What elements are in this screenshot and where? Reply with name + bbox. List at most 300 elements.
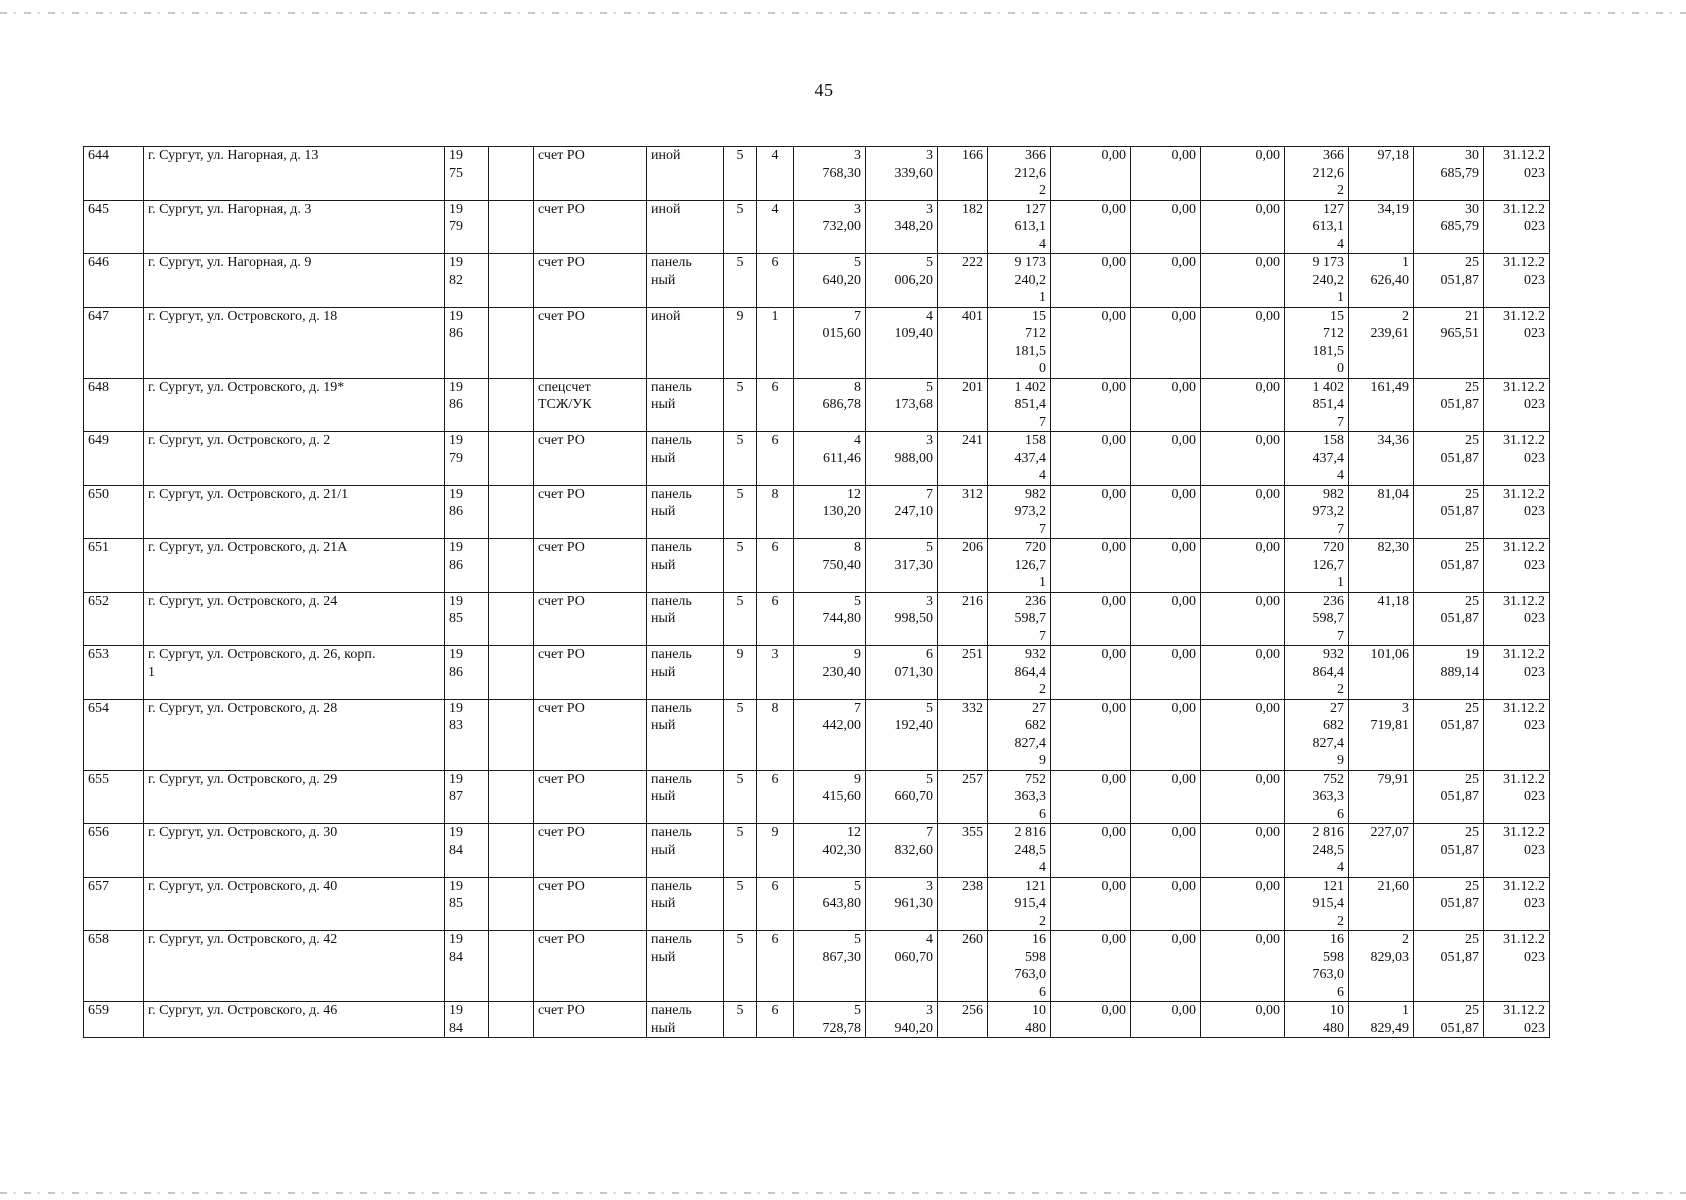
fund-source-1-cell [1051,432,1131,486]
account-type-text: счет РО [538,540,585,555]
row-number: 645 [88,201,109,217]
entrances-cell [757,307,794,378]
address-cell [144,378,445,432]
residents-text: 332 [962,700,983,716]
fund-source-2-text: 0,00 [1171,433,1196,448]
fund-source-3-cell [1201,877,1285,931]
total-cost-text: 236 598,7 7 [1014,593,1046,644]
address-text: г. Сургут, ул. Островского, д. 29 [148,771,338,787]
entrances-cell [757,539,794,593]
address-text: г. Сургут, ул. Островского, д. 2 [148,433,331,448]
deadline-cell [1484,432,1550,486]
total-cost-text: 932 864,4 2 [1014,647,1046,697]
cost-per-m2-cell [1349,254,1414,308]
owner-funds-text: 15 712 181,5 0 [1312,308,1344,376]
row-number: 651 [88,540,109,555]
year-text: 19 86 [449,308,463,341]
deadline-cell [1484,485,1550,539]
entrances-cell [757,147,794,201]
total-cost-text: 127 613,1 4 [1014,201,1046,252]
residential-area-text: 6 071,30 [894,647,933,680]
entrances-text: 6 [771,878,779,894]
blank-cell [489,931,534,1002]
residents-text: 256 [962,1003,983,1018]
table-row [84,539,1550,593]
cost-limit-cell [1414,646,1484,700]
floors-cell [724,432,757,486]
wall-material-text: панель ный [651,647,692,680]
residents-cell [938,699,988,770]
wall-material-text: панель ный [651,1003,692,1036]
cost-per-m2-cell [1349,592,1414,646]
cost-limit-cell [1414,378,1484,432]
deadline-text: 31.12.2 023 [1503,771,1545,804]
wall-material-cell [647,877,724,931]
blank-cell [489,254,534,308]
total-area-cell [794,200,866,254]
table-row [84,1002,1550,1038]
fund-source-3-text: 0,00 [1255,308,1280,324]
fund-source-1-text: 0,00 [1101,486,1126,502]
deadline-text: 31.12.2 023 [1503,308,1545,341]
fund-source-3-text: 0,00 [1255,433,1280,448]
cost-per-m2-cell [1349,432,1414,486]
entrances-cell [757,770,794,824]
fund-source-3-text: 0,00 [1255,540,1280,555]
deadline-cell [1484,254,1550,308]
residential-area-text: 5 317,30 [894,540,933,573]
floors-text: 5 [736,540,744,555]
deadline-text: 31.12.2 023 [1503,255,1545,288]
residential-area-cell [866,200,938,254]
owner-funds-text: 236 598,7 7 [1312,593,1344,644]
residential-area-text: 3 961,30 [894,878,933,911]
fund-source-2-cell [1131,770,1201,824]
account-type-cell [534,699,647,770]
year-text: 19 86 [449,647,463,680]
deadline-cell [1484,770,1550,824]
fund-source-3-text: 0,00 [1255,201,1280,217]
wall-material-cell [647,432,724,486]
deadline-text: 31.12.2 023 [1503,593,1545,626]
residential-area-text: 5 173,68 [894,379,933,412]
total-area-text: 7 015,60 [822,308,861,341]
total-cost-cell [988,824,1051,878]
residents-text: 222 [962,255,983,270]
deadline-cell [1484,699,1550,770]
cost-limit-cell [1414,200,1484,254]
blank-cell [489,646,534,700]
year-text: 19 86 [449,379,463,412]
residential-area-cell [866,378,938,432]
cost-per-m2-text: 81,04 [1377,486,1409,502]
account-type-cell [534,824,647,878]
wall-material-cell [647,147,724,201]
fund-source-1-text: 0,00 [1101,825,1126,840]
fund-source-3-cell [1201,699,1285,770]
total-cost-cell [988,646,1051,700]
residents-cell [938,824,988,878]
total-area-text: 8 750,40 [822,540,861,573]
year-cell [445,539,489,593]
fund-source-2-text: 0,00 [1171,825,1196,840]
residential-area-text: 3 988,00 [894,433,933,466]
floors-cell [724,1002,757,1038]
account-type-cell [534,539,647,593]
account-type-text: счет РО [538,433,585,448]
cost-limit-cell [1414,592,1484,646]
residents-cell [938,877,988,931]
total-area-cell [794,432,866,486]
cost-per-m2-cell [1349,770,1414,824]
fund-source-1-text: 0,00 [1101,700,1126,716]
row-number [84,824,144,878]
total-area-text: 7 442,00 [822,700,861,733]
year-cell [445,592,489,646]
row-number: 652 [88,593,109,609]
residents-text: 238 [962,878,983,894]
cost-per-m2-cell [1349,485,1414,539]
fund-source-1-cell [1051,877,1131,931]
residential-area-cell [866,147,938,201]
fund-source-1-cell [1051,699,1131,770]
fund-source-2-cell [1131,200,1201,254]
cost-per-m2-cell [1349,378,1414,432]
row-number: 657 [88,878,109,894]
entrances-cell [757,378,794,432]
owner-funds-text: 9 173 240,2 1 [1312,255,1344,305]
cost-limit-cell [1414,699,1484,770]
address-text: г. Сургут, ул. Островского, д. 19* [148,379,345,395]
wall-material-cell [647,824,724,878]
fund-source-2-cell [1131,592,1201,646]
account-type-text: счет РО [538,148,585,163]
owner-funds-cell [1285,378,1349,432]
entrances-text: 8 [771,486,779,502]
cost-limit-cell [1414,307,1484,378]
blank-cell [489,1002,534,1038]
cost-limit-cell [1414,877,1484,931]
address-cell [144,307,445,378]
fund-source-1-cell [1051,539,1131,593]
entrances-text: 6 [771,255,779,270]
wall-material-text: панель ный [651,540,692,573]
address-text: г. Сургут, ул. Островского, д. 21А [148,540,348,555]
residential-area-text: 3 940,20 [894,1003,933,1036]
wall-material-text: панель ный [651,878,692,911]
floors-cell [724,378,757,432]
fund-source-3-text: 0,00 [1255,932,1280,947]
wall-material-cell [647,770,724,824]
total-cost-cell [988,307,1051,378]
row-number: 649 [88,433,109,448]
fund-source-3-cell [1201,307,1285,378]
fund-source-3-text: 0,00 [1255,593,1280,609]
address-text: г. Сургут, ул. Островского, д. 26, корп. 1 [148,647,376,680]
total-cost-cell [988,254,1051,308]
cost-per-m2-text: 2 829,03 [1370,932,1409,965]
floors-text: 5 [736,255,744,270]
total-area-text: 4 611,46 [823,433,861,466]
entrances-cell [757,485,794,539]
row-number [84,770,144,824]
fund-source-1-cell [1051,485,1131,539]
account-type-text: счет РО [538,1003,585,1018]
fund-source-1-text: 0,00 [1101,593,1126,609]
fund-source-2-text: 0,00 [1171,148,1196,163]
residents-text: 182 [962,201,983,217]
year-text: 19 87 [449,771,463,804]
fund-source-3-cell [1201,824,1285,878]
owner-funds-text: 27 682 827,4 9 [1312,700,1344,768]
year-cell [445,1002,489,1038]
total-area-text: 12 130,20 [822,486,861,519]
fund-source-3-text: 0,00 [1255,700,1280,716]
owner-funds-cell [1285,147,1349,201]
cost-per-m2-text: 3 719,81 [1370,700,1409,733]
fund-source-1-cell [1051,378,1131,432]
cost-limit-cell [1414,147,1484,201]
entrances-text: 4 [771,148,779,163]
cost-limit-text: 21 965,51 [1440,308,1479,341]
row-number: 648 [88,379,109,395]
floors-text: 9 [736,308,744,324]
residential-area-cell [866,646,938,700]
deadline-cell [1484,539,1550,593]
fund-source-3-cell [1201,646,1285,700]
year-text: 19 85 [449,878,463,911]
total-cost-text: 121 915,4 2 [1014,878,1046,929]
owner-funds-cell [1285,485,1349,539]
year-text: 19 79 [449,201,463,234]
fund-source-2-text: 0,00 [1171,932,1196,947]
cost-per-m2-text: 34,36 [1377,433,1409,448]
fund-source-1-cell [1051,592,1131,646]
account-type-text: счет РО [538,825,585,840]
year-cell [445,931,489,1002]
residents-cell [938,592,988,646]
cost-limit-cell [1414,432,1484,486]
residents-text: 166 [962,148,983,163]
residential-area-text: 3 339,60 [894,148,933,181]
year-text: 19 83 [449,700,463,733]
year-text: 19 82 [449,255,463,288]
owner-funds-cell [1285,824,1349,878]
deadline-text: 31.12.2 023 [1503,1003,1545,1036]
table-row [84,592,1550,646]
floors-cell [724,877,757,931]
cost-per-m2-text: 79,91 [1377,771,1409,787]
address-text: г. Сургут, ул. Островского, д. 30 [148,825,338,840]
fund-source-2-cell [1131,147,1201,201]
floors-cell [724,200,757,254]
fund-source-2-text: 0,00 [1171,486,1196,502]
account-type-cell [534,770,647,824]
total-area-cell [794,1002,866,1038]
wall-material-text: панель ный [651,700,692,733]
fund-source-3-cell [1201,254,1285,308]
deadline-cell [1484,824,1550,878]
total-area-cell [794,646,866,700]
total-area-cell [794,699,866,770]
fund-source-2-text: 0,00 [1171,1003,1196,1018]
owner-funds-text: 16 598 763,0 6 [1312,932,1344,1000]
fund-source-1-cell [1051,200,1131,254]
residents-text: 201 [962,379,983,395]
cost-per-m2-cell [1349,539,1414,593]
floors-cell [724,824,757,878]
account-type-cell [534,646,647,700]
fund-source-2-text: 0,00 [1171,255,1196,270]
address-cell [144,931,445,1002]
row-number [84,307,144,378]
residential-area-cell [866,770,938,824]
year-cell [445,307,489,378]
wall-material-cell [647,931,724,1002]
address-text: г. Сургут, ул. Островского, д. 21/1 [148,486,349,502]
blank-cell [489,877,534,931]
account-type-cell [534,485,647,539]
entrances-text: 9 [771,825,779,840]
cost-limit-text: 25 051,87 [1440,433,1479,466]
residents-cell [938,1002,988,1038]
fund-source-2-text: 0,00 [1171,700,1196,716]
entrances-text: 6 [771,593,779,609]
fund-source-1-text: 0,00 [1101,201,1126,217]
floors-text: 5 [736,932,744,947]
blank-cell [489,699,534,770]
residents-cell [938,200,988,254]
fund-source-1-text: 0,00 [1101,255,1126,270]
deadline-cell [1484,931,1550,1002]
address-cell [144,485,445,539]
owner-funds-cell [1285,592,1349,646]
deadline-text: 31.12.2 023 [1503,540,1545,573]
row-number [84,254,144,308]
total-cost-cell [988,592,1051,646]
total-area-cell [794,147,866,201]
total-area-cell [794,931,866,1002]
address-cell [144,824,445,878]
cost-limit-text: 25 051,87 [1440,700,1479,733]
cost-per-m2-cell [1349,931,1414,1002]
total-cost-cell [988,200,1051,254]
address-cell [144,646,445,700]
owner-funds-text: 720 126,7 1 [1312,540,1344,590]
total-cost-cell [988,770,1051,824]
deadline-text: 31.12.2 023 [1503,932,1545,965]
entrances-cell [757,824,794,878]
cost-limit-text: 25 051,87 [1440,932,1479,965]
residential-area-cell [866,432,938,486]
year-cell [445,877,489,931]
cost-per-m2-cell [1349,699,1414,770]
fund-source-1-cell [1051,147,1131,201]
residents-cell [938,378,988,432]
address-cell [144,877,445,931]
owner-funds-cell [1285,307,1349,378]
residential-area-cell [866,485,938,539]
total-area-text: 9 230,40 [822,647,861,680]
deadline-text: 31.12.2 023 [1503,700,1545,733]
year-cell [445,770,489,824]
row-number: 647 [88,308,109,324]
deadline-text: 31.12.2 023 [1503,825,1545,858]
residential-area-text: 5 660,70 [894,771,933,804]
table-row [84,200,1550,254]
table-row [84,699,1550,770]
owner-funds-text: 2 816 248,5 4 [1312,825,1344,875]
cost-per-m2-text: 101,06 [1370,647,1409,662]
address-text: г. Сургут, ул. Островского, д. 28 [148,700,338,716]
residents-text: 257 [962,771,983,787]
residential-area-cell [866,1002,938,1038]
deadline-text: 31.12.2 023 [1503,878,1545,911]
floors-text: 5 [736,486,744,502]
account-type-text: счет РО [538,700,585,716]
row-number [84,877,144,931]
fund-source-2-cell [1131,877,1201,931]
entrances-text: 6 [771,1003,779,1018]
blank-cell [489,770,534,824]
residential-area-text: 4 109,40 [894,308,933,341]
account-type-text: счет РО [538,932,585,947]
year-text: 19 84 [449,1003,463,1036]
blank-cell [489,200,534,254]
table-row [84,646,1550,700]
owner-funds-text: 366 212,6 2 [1312,148,1344,198]
entrances-text: 8 [771,700,779,716]
wall-material-cell [647,254,724,308]
table-body [84,147,1550,1038]
fund-source-3-text: 0,00 [1255,1003,1280,1018]
wall-material-cell [647,1002,724,1038]
row-number: 644 [88,148,109,163]
residential-area-text: 7 247,10 [894,486,933,519]
cost-per-m2-cell [1349,1002,1414,1038]
row-number [84,378,144,432]
address-text: г. Сургут, ул. Островского, д. 42 [148,932,338,947]
fund-source-3-cell [1201,485,1285,539]
residential-area-cell [866,699,938,770]
wall-material-text: панель ный [651,771,692,804]
residents-text: 251 [962,647,983,662]
fund-source-3-text: 0,00 [1255,647,1280,662]
deadline-cell [1484,592,1550,646]
total-area-cell [794,307,866,378]
account-type-cell [534,254,647,308]
year-text: 19 75 [449,148,463,181]
fund-source-1-text: 0,00 [1101,148,1126,163]
entrances-cell [757,1002,794,1038]
total-area-cell [794,770,866,824]
residents-text: 401 [962,308,983,324]
total-cost-text: 366 212,6 2 [1014,148,1046,198]
floors-text: 5 [736,700,744,716]
year-cell [445,699,489,770]
wall-material-cell [647,485,724,539]
residents-text: 260 [962,932,983,947]
year-text: 19 86 [449,486,463,519]
address-text: г. Сургут, ул. Островского, д. 18 [148,308,338,324]
deadline-text: 31.12.2 023 [1503,379,1545,412]
entrances-cell [757,699,794,770]
year-cell [445,147,489,201]
floors-cell [724,147,757,201]
total-area-cell [794,378,866,432]
account-type-text: счет РО [538,593,585,609]
address-cell [144,147,445,201]
